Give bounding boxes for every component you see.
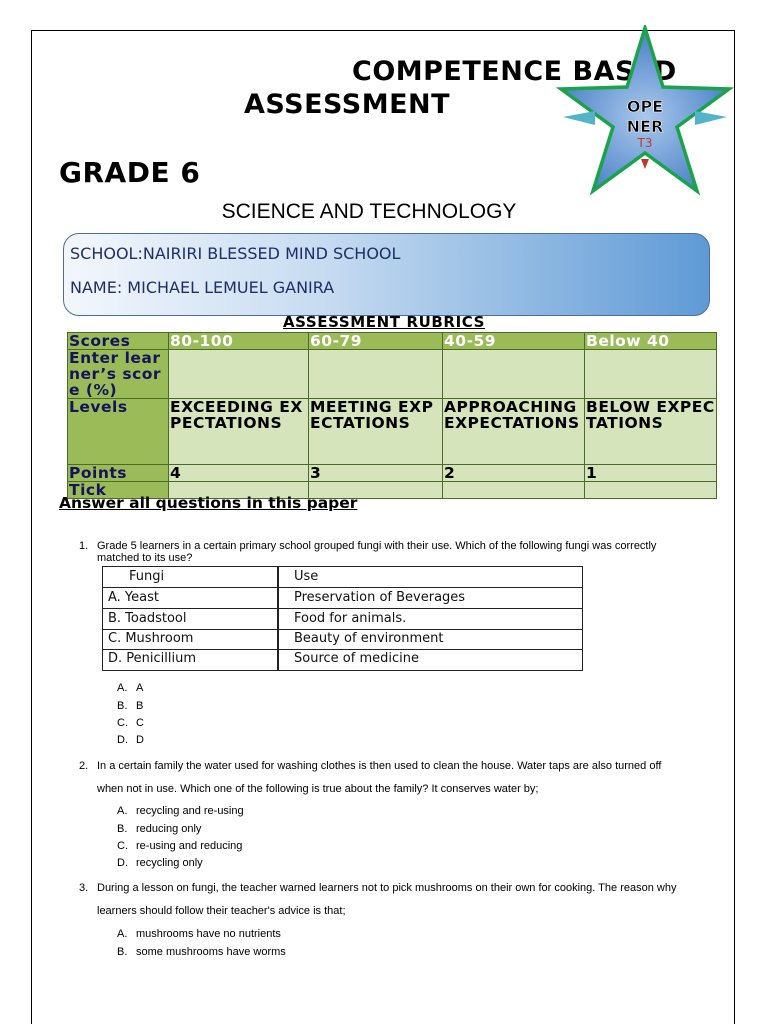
score-input-cell[interactable] (309, 350, 443, 399)
table-cell: C. Mushroom (108, 631, 194, 646)
rubric-cell: 4 (169, 465, 309, 482)
rubric-cell: Points (68, 465, 169, 482)
question-1-text: Grade 5 learners in a certain primary school grouped fungi with their use. Which of the following fungi was correctly matched to its use? (97, 540, 657, 564)
question-2-number: 2. (79, 760, 89, 772)
option-letter: B. (117, 823, 128, 835)
option-letter: B. (117, 700, 128, 712)
table-row (103, 649, 582, 669)
rubric-cell: Below 40 (585, 333, 717, 350)
rubric-row-enter-score (68, 350, 717, 399)
rubric-cell: EXCEEDING EXPECTATIONS (169, 399, 309, 465)
rubric-cell: Levels (68, 399, 169, 465)
score-input-cell[interactable] (443, 350, 585, 399)
table-header-use: Use (294, 569, 319, 584)
option-text[interactable]: B (136, 700, 144, 712)
option-letter: C. (117, 717, 128, 729)
score-input-cell[interactable] (169, 350, 309, 399)
option-letter: B. (117, 946, 128, 958)
table-header-fungi: Fungi (129, 569, 165, 584)
badge-line-3: T3 (637, 136, 653, 150)
option-text[interactable]: D (136, 734, 144, 746)
question-2-line-2: when not in use. Which one of the following is true about the family? It conserves water by; (97, 783, 539, 795)
option-text[interactable]: A (136, 682, 144, 694)
table-cell: A. Yeast (108, 590, 159, 605)
option-text[interactable]: re-using and reducing (136, 840, 243, 852)
question-1-number: 1. (79, 540, 89, 552)
table-row (103, 629, 582, 650)
rubric-cell: 40-59 (443, 333, 585, 350)
table-cell: Source of medicine (294, 651, 419, 666)
question-3-line-2: learners should follow their teacher's advice is that; (97, 905, 346, 917)
opener-star-badge (555, 25, 735, 197)
score-input-cell[interactable] (585, 350, 717, 399)
option-letter: C. (117, 840, 128, 852)
tick-cell[interactable] (443, 482, 585, 499)
rubric-row-scores (68, 333, 717, 350)
option-text[interactable]: reducing only (136, 823, 202, 835)
rubric-cell: Tick (68, 482, 169, 499)
table-cell: Preservation of Beverages (294, 590, 466, 605)
star-ribbon-right (695, 111, 727, 125)
grade-heading: GRADE 6 (59, 156, 201, 189)
option-text[interactable]: some mushrooms have worms (136, 946, 286, 958)
tick-cell[interactable] (585, 482, 717, 499)
rubric-cell: Scores (68, 333, 169, 350)
rubric-cell: 2 (443, 465, 585, 482)
rubric-row-points (68, 465, 717, 482)
question-2-line-1: In a certain family the water used for washing clothes is then used to clean the house. Water taps are also turned off (97, 760, 662, 772)
option-letter: D. (117, 857, 128, 869)
rubric-row-levels (68, 399, 717, 465)
rubric-cell: MEETING EXPECTATIONS (309, 399, 443, 465)
option-letter: D. (117, 734, 128, 746)
title-line-2: ASSESSMENT (244, 89, 451, 120)
star-ribbon-left (563, 111, 595, 125)
rubric-cell: Enter learner’s score (%) (68, 350, 169, 399)
info-box (63, 233, 710, 316)
rubric-table (67, 332, 717, 499)
rubric-cell: 80-100 (169, 333, 309, 350)
option-letter: A. (117, 682, 128, 694)
option-text[interactable]: C (136, 717, 144, 729)
option-text[interactable]: recycling and re-using (136, 805, 244, 817)
school-name: SCHOOL:NAIRIRI BLESSED MIND SCHOOL (70, 244, 401, 263)
fungi-use-table (102, 566, 583, 671)
table-row (103, 588, 582, 609)
badge-line-1: OPE (626, 97, 664, 116)
option-text[interactable]: mushrooms have no nutrients (136, 928, 281, 940)
title-line-1: COMPETENCE BASED (352, 56, 677, 87)
table-cell: D. Penicillium (108, 651, 196, 666)
learner-name: NAME: MICHAEL LEMUEL GANIRA (70, 278, 335, 297)
rubric-cell: 60-79 (309, 333, 443, 350)
option-letter: A. (117, 928, 128, 940)
table-cell: Food for animals. (294, 611, 407, 626)
rubric-cell: 1 (585, 465, 717, 482)
option-text[interactable]: recycling only (136, 857, 203, 869)
table-row (103, 567, 582, 588)
question-3-line-1: During a lesson on fungi, the teacher warned learners not to pick mushrooms on their own for cooking. The reason why (97, 882, 677, 894)
table-cell: B. Toadstool (108, 611, 187, 626)
instructions: Answer all questions in this paper (59, 494, 358, 512)
option-letter: A. (117, 805, 128, 817)
subject-heading: SCIENCE AND TECHNOLOGY (221, 200, 517, 223)
rubrics-title: ASSESSMENT RUBRICS (282, 313, 486, 331)
rubric-cell: 3 (309, 465, 443, 482)
rubric-cell: BELOW EXPECTATIONS (585, 399, 717, 465)
question-3-number: 3. (79, 882, 89, 894)
badge-line-2: NER (626, 117, 664, 136)
badge-pointer-icon (641, 159, 649, 169)
table-row (103, 609, 582, 630)
rubric-cell: APPROACHING EXPECTATIONS (443, 399, 585, 465)
table-cell: Beauty of environment (294, 631, 444, 646)
